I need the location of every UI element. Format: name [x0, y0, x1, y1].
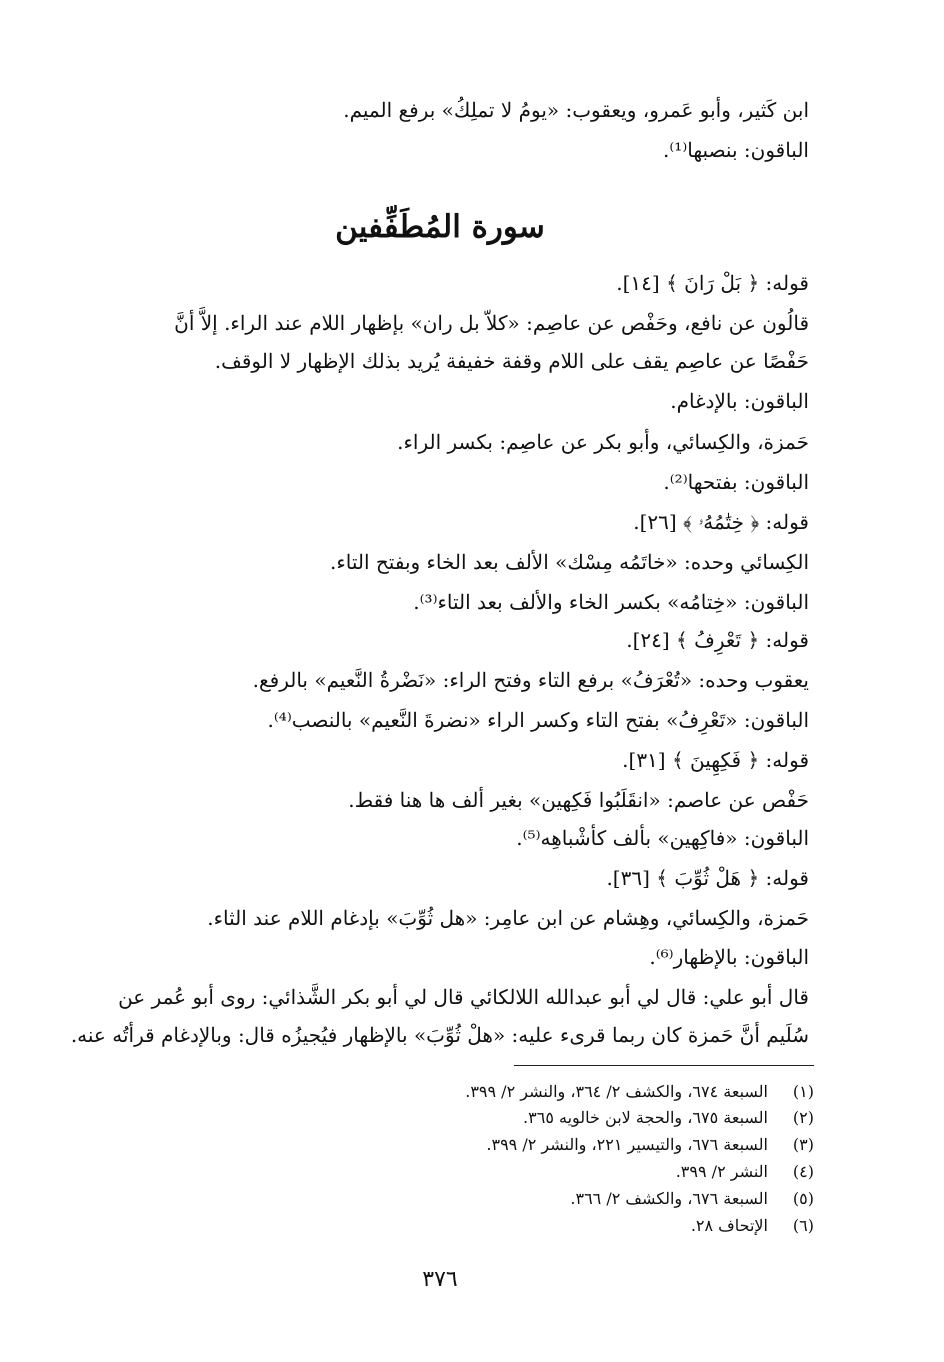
text-line: قال أبو علي: قال لي أبو عبدالله اللالكائي قال لي أبو بكر الشَّذائي: روى أبو عُمر عن: [118, 985, 809, 1009]
footnote-text: السبعة ٦٧٦، والتيسير ٢٢١، والنشر ٢/ ٣٩٩.: [486, 1135, 768, 1154]
footnote-number: (٣): [792, 1135, 814, 1154]
text-line: الباقون: بالإدغام.: [670, 389, 809, 413]
text-line: قوله: ﴿ بَلْ رَانَ ﴾ [١٤].: [616, 271, 809, 295]
text-line: حَفْص عن عاصم: «انقَلَبُوا فَكِهين» بغير ألف ها هنا فقط.: [348, 788, 809, 812]
footnote-number: (٤): [792, 1162, 814, 1181]
text-line: ابن كَثير، وأبو عَمرو، ويعقوب: «يومُ لا تملِكُ» برفع الميم.: [343, 98, 809, 122]
text-line: يعقوب وحده: «تُعْرَفُ» برفع التاء وفتح الراء: «نَضْرةُ النَّعيم» بالرفع.: [252, 668, 809, 692]
text-line: قوله: ﴿ هَلْ ثُوِّبَ ﴾ [٣٦].: [606, 866, 809, 890]
footnote: [570, 1187, 814, 1211]
footnote: [676, 1160, 814, 1184]
text-line: الباقون: «فاكِهين» بألف كأشْباهِه⁽⁵⁾.: [516, 826, 809, 850]
footnote-text: السبعة ٦٧٥، والحجة لابن خالويه ٣٦٥.: [523, 1108, 768, 1127]
footnote-number: (٦): [792, 1216, 814, 1235]
footnote: [486, 1133, 814, 1157]
text-line: قوله: ﴿ تَعْرِفُ ﴾ [٢٤].: [626, 628, 809, 652]
footnote-text: السبعة ٦٧٤، والكشف ٢/ ٣٦٤، والنشر ٢/ ٣٩٩.: [465, 1082, 768, 1101]
footnote-number: (٥): [792, 1189, 814, 1208]
footnote: [465, 1080, 814, 1104]
footnote-text: السبعة ٦٧٦، والكشف ٢/ ٣٦٦.: [570, 1189, 768, 1208]
footnote-number: (٢): [792, 1108, 814, 1127]
text-line: قالُون عن نافع، وحَفْص عن عاصِم: «كلاّ بل ران» بإظهار اللام عند الراء. إلاَّ أنَّ: [174, 311, 809, 335]
page-number: ٣٧٦: [422, 1267, 458, 1292]
footnote-number: (١): [792, 1082, 814, 1101]
footnote-text: الإتحاف ٢٨.: [690, 1216, 768, 1235]
footnote-text: النشر ٢/ ٣٩٩.: [675, 1162, 768, 1181]
text-line: سُلَيم أنَّ حَمزة كان ربما قرىء عليه: «هلْ ثُوِّبَ» بالإظهار فيُجيزُه قال: وبالإدغام قرأتُه عنه.: [70, 1023, 809, 1047]
text-line: قوله: ﴿ فَكِهِينَ ﴾ [٣١].: [622, 748, 809, 772]
surah-title: سورة المُطَفِّفين: [335, 209, 545, 245]
text-line: الباقون: بفتحها⁽²⁾.: [663, 470, 809, 494]
footnote: [523, 1106, 814, 1130]
text-line: الباقون: «خِتامُه» بكسر الخاء والألف بعد التاء⁽³⁾.: [413, 590, 809, 614]
text-line: الباقون: بنصبها⁽¹⁾.: [663, 138, 809, 162]
footnote: [691, 1214, 814, 1238]
text-line: الكِسائي وحده: «خاتَمُه مِسْك» الألف بعد الخاء وبفتح التاء.: [329, 550, 809, 574]
text-line: حَمزة، والكِسائي، وأبو بكر عن عاصِم: بكسر الراء.: [397, 430, 809, 454]
text-line: حَمزة، والكِسائي، وهِشام عن ابن عامِر: «هل ثُوِّبَ» بإدغام اللام عند الثاء.: [207, 906, 809, 930]
text-line: قوله: ﴿ خِتَٰمُهُۥ ﴾ [٢٦].: [633, 510, 809, 534]
footnote-divider: [514, 1065, 814, 1066]
text-line: الباقون: بالإظهار⁽⁶⁾.: [649, 945, 809, 969]
text-line: حَفْصًا عن عاصِم يقف على اللام وقفة خفيفة يُريد بذلك الإظهار لا الوقف.: [214, 349, 809, 373]
text-line: الباقون: «تَعْرِفُ» بفتح التاء وكسر الراء «نضرةَ النَّعيم» بالنصب⁽⁴⁾.: [267, 708, 809, 732]
